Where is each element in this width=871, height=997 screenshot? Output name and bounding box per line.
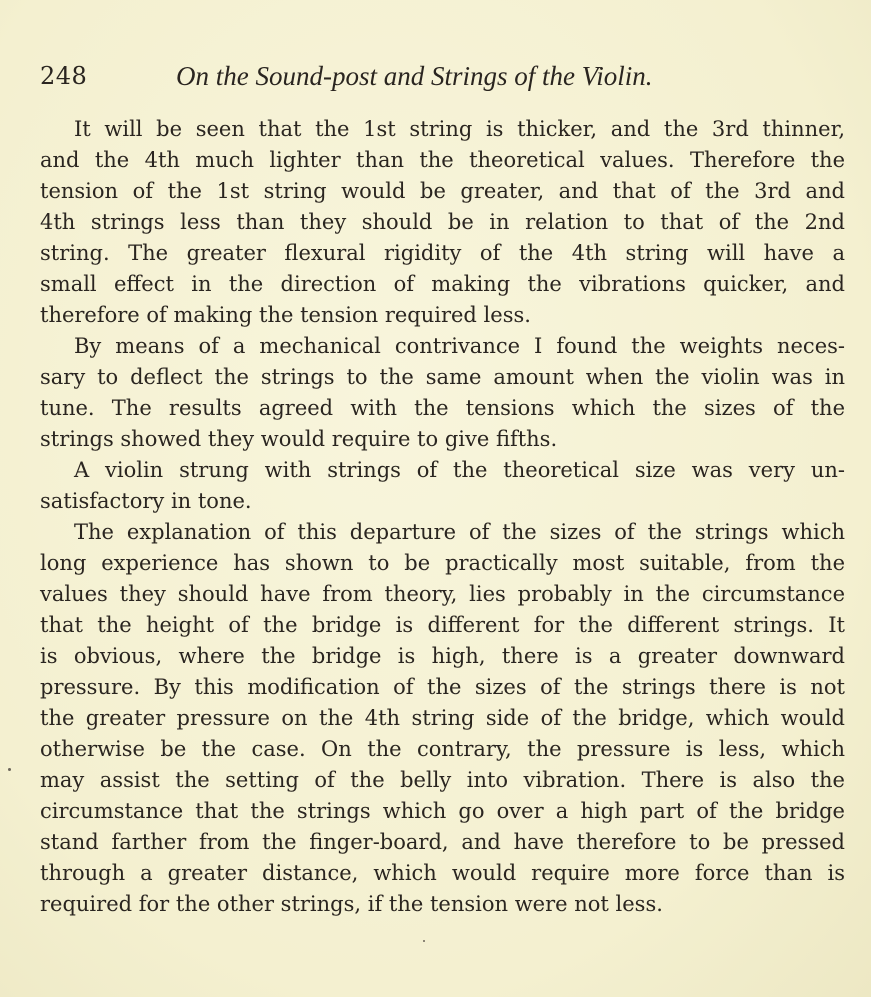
text-line: tune. The results agreed with the tensions which the sizes of the	[40, 396, 845, 420]
body-text	[40, 114, 845, 920]
text-line: otherwise be the case. On the contrary, the pressure is less, which	[40, 737, 845, 761]
text-line: It will be seen that the 1st string is thicker, and the 3rd thinner,	[74, 117, 845, 141]
text-line: is obvious, where the bridge is high, there is a greater downward	[40, 644, 845, 668]
text-line: strings showed they would require to give fifths.	[40, 427, 558, 451]
page-number: 248	[40, 62, 88, 90]
page-header	[40, 60, 840, 92]
paragraph	[40, 114, 845, 331]
text-line: therefore of making the tension required less.	[40, 303, 531, 327]
text-line: By means of a mechanical contrivance I found the weights neces-	[74, 334, 845, 358]
paragraph	[40, 517, 845, 920]
text-line: through a greater distance, which would require more force than is	[40, 861, 845, 885]
text-line: may assist the setting of the belly into vibration. There is also the	[40, 768, 845, 792]
paper-speck	[423, 940, 425, 942]
text-line: sary to deflect the strings to the same amount when the violin was in	[40, 365, 845, 389]
text-line: satisfactory in tone.	[40, 489, 252, 513]
running-title: On the Sound-post and Strings of the Violin.	[176, 61, 653, 91]
text-line: circumstance that the strings which go over a high part of the bridge	[40, 799, 845, 823]
text-line: A violin strung with strings of the theoretical size was very un-	[74, 458, 845, 482]
text-line: long experience has shown to be practically most suitable, from the	[40, 551, 845, 575]
text-line: pressure. By this modification of the sizes of the strings there is not	[40, 675, 845, 699]
text-line: values they should have from theory, lies probably in the circumstance	[40, 582, 845, 606]
paper-speck	[8, 768, 11, 771]
text-line: and the 4th much lighter than the theoretical values. Therefore the	[40, 148, 845, 172]
paragraph	[40, 331, 845, 455]
text-line: that the height of the bridge is different for the different strings. It	[40, 613, 845, 637]
text-line: stand farther from the finger-board, and have therefore to be pressed	[40, 830, 845, 854]
text-line: 4th strings less than they should be in relation to that of the 2nd	[40, 210, 845, 234]
text-line: small effect in the direction of making the vibrations quicker, and	[40, 272, 845, 296]
text-line: tension of the 1st string would be greater, and that of the 3rd and	[40, 179, 845, 203]
text-line: the greater pressure on the 4th string side of the bridge, which would	[40, 706, 845, 730]
paragraph	[40, 455, 845, 517]
text-line: The explanation of this departure of the sizes of the strings which	[74, 520, 845, 544]
text-line: required for the other strings, if the tension were not less.	[40, 892, 663, 916]
text-line: string. The greater flexural rigidity of the 4th string will have a	[40, 241, 845, 265]
